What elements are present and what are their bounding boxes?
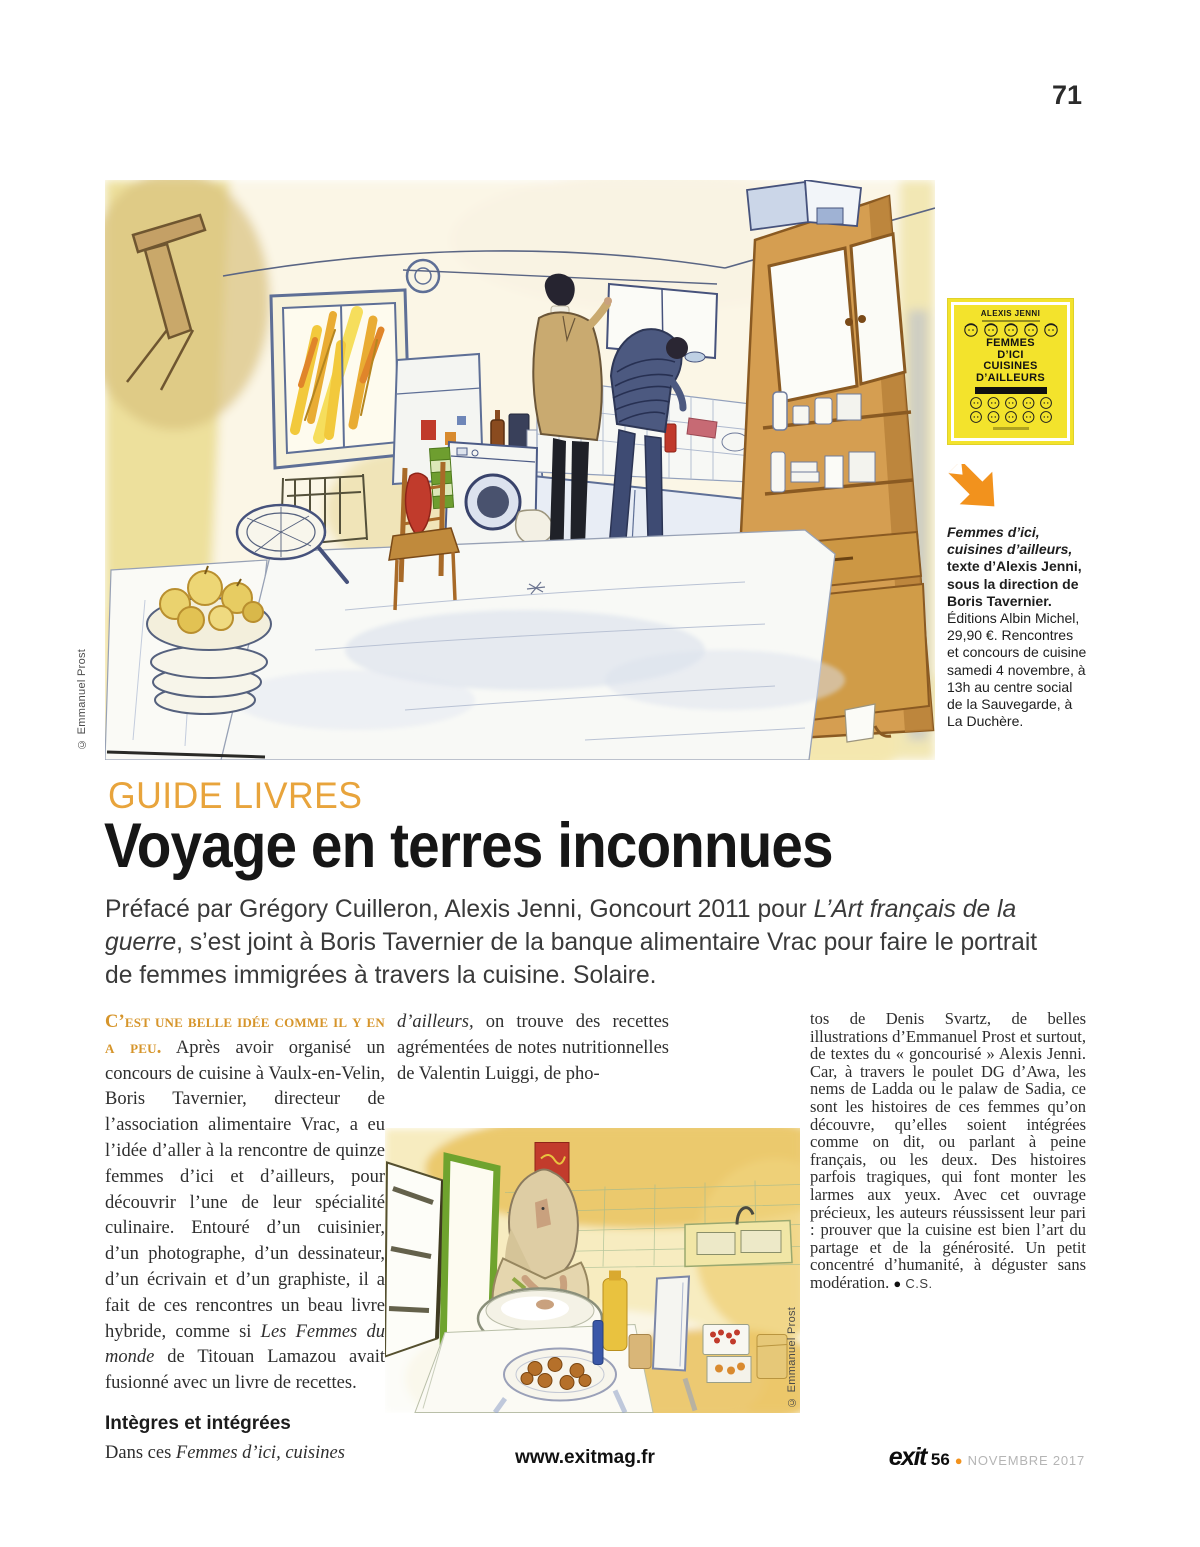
column1-subhead: Intègres et intégrées: [105, 1412, 291, 1434]
column2-text: on trouve des recettes agrémentées de notes nutritionnelles de Valentin Luiggi, de pho-: [397, 1012, 669, 1084]
book-cover-banner: [975, 387, 1047, 394]
column1-lead-in: C’est une belle idée comme il y en a peu.: [105, 1012, 385, 1058]
cover-faces-row-mid: [961, 396, 1061, 410]
article-column-1: [105, 1010, 385, 1467]
column2-book-ref: d’ailleurs,: [397, 1012, 474, 1032]
inline-illustration-woman-kneading: [385, 1128, 800, 1413]
page-number: 71: [1051, 80, 1082, 110]
window-2: [385, 1163, 443, 1357]
orange-dot-icon: ●: [954, 1453, 963, 1468]
article-column-3: [810, 1010, 1086, 1293]
orange-arrow-icon: [948, 464, 1004, 518]
column1-p2-book-ref: Femmes d’ici, cuisines: [175, 1442, 345, 1463]
lede-part3: , s’est joint à Boris Tavernier de la banque alimentaire Vrac pour faire le portrait de femmes immigrées à travers la cuisine. Solaire.: [105, 928, 1038, 989]
main-illustration-kitchen-scene: [105, 180, 935, 760]
magazine-logo: exit: [888, 1443, 926, 1471]
book-cover-title-line3: CUISINES: [983, 360, 1038, 372]
caption-book-title: Femmes d’ici, cuisines d’ailleurs,: [947, 524, 1073, 558]
footer-issue-info: [860, 1443, 1085, 1472]
photo-credit-inline: © Emmanuel Prost: [786, 1306, 798, 1408]
book-cover: [947, 298, 1074, 445]
lede-part1: Préfacé par Grégory Cuilleron, Alexis Jenni, Goncourt 2011 pour: [105, 895, 814, 923]
book-cover-title-line1: FEMMES: [986, 337, 1035, 349]
column3-paragraph: [810, 1010, 1086, 1293]
issue-date: NOVEMBRE 2017: [967, 1453, 1085, 1468]
column2-paragraph: [397, 1010, 669, 1087]
column1-text-end: de Titouan Lamazou avait fusionné avec un livre de recettes.: [105, 1347, 385, 1394]
book-cover-title-line4: D’AILLEURS: [976, 371, 1045, 384]
column1-text: Après avoir organisé un concours de cuisine à Vaulx-en-Velin, Boris Tavernier, directeur de l’association alimentaire Vrac, a eu l’idée d’aller à la rencontre de quinze femmes d’ici et d’ailleurs, pour découvrir l’une de leur spécialité culinaire. Entouré d’un cuisinier, d’un photographe, d’un dessinateur, d’un écrivain et d’un graphiste, il a fait de ces rencontres un beau livre hybride, comme si: [105, 1037, 386, 1342]
book-cover-frame: [951, 302, 1070, 441]
book-caption: [947, 524, 1087, 730]
article-lede: [105, 893, 1056, 992]
column1-p2-text: Dans ces: [105, 1442, 176, 1463]
section-kicker: GUIDE LIVRES: [108, 775, 363, 816]
issue-number: 56: [930, 1450, 950, 1469]
photo-credit-main: © Emmanuel Prost: [76, 648, 88, 750]
book-cover-subtitle-bar: [982, 320, 1040, 322]
author-signature: C.S.: [905, 1275, 933, 1291]
book-cover-author: ALEXIS JENNI: [980, 309, 1041, 318]
cover-faces-row-bottom: [961, 410, 1061, 424]
white-bundle: [516, 510, 553, 544]
footer-website-url[interactable]: www.exitmag.fr: [515, 1447, 655, 1468]
article-column-2: [397, 1010, 669, 1087]
end-bullet: ●: [893, 1275, 902, 1291]
article-headline: Voyage en terres inconnues: [104, 811, 833, 881]
column1-paragraph: [105, 1010, 385, 1397]
caption-details: Éditions Albin Michel, 29,90 €. Rencontres et concours de cuisine samedi 4 novembre, à 13h au centre social de la Sauvegarde, à La Duchère.: [947, 610, 1087, 730]
cover-faces-row-top: [961, 322, 1061, 338]
column1-book-ref: Les Femmes du monde: [105, 1321, 386, 1368]
lede-book-title: L’Art français de la guerre: [105, 895, 1017, 956]
kitchen-watercolor-svg: [105, 180, 935, 760]
caption-credit: texte d’Alexis Jenni, sous la direction de Boris Tavernier.: [947, 558, 1082, 609]
kneading-watercolor-svg: [385, 1128, 800, 1413]
column3-text: tos de Denis Svartz, de belles illustrations d’Emmanuel Prost et surtout, de textes du « goncourisé » Alexis Jenni. Car, à travers le poulet DG d’Awa, les nems de Ladda ou le palaw de Sadia, ce sont les histoires de ces femmes qu’on découvre, qu’elles soient intégrées comme on dit, ou parlant à peine français, ou les deux. Des histoires parfois tragiques, qui font monter les larmes aux yeux. Avec cet ouvrage précieux, les auteurs réussissent leur pari : prouver que la cuisine est bien l’art du partage et de la générosité. Un petit concentré d’humanité, à déguster sans modération.: [810, 1009, 1086, 1292]
column1-paragraph2: [105, 1441, 385, 1467]
book-cover-imprint-bar: [993, 427, 1029, 430]
book-cover-title-line2: D’ICI: [997, 348, 1024, 361]
